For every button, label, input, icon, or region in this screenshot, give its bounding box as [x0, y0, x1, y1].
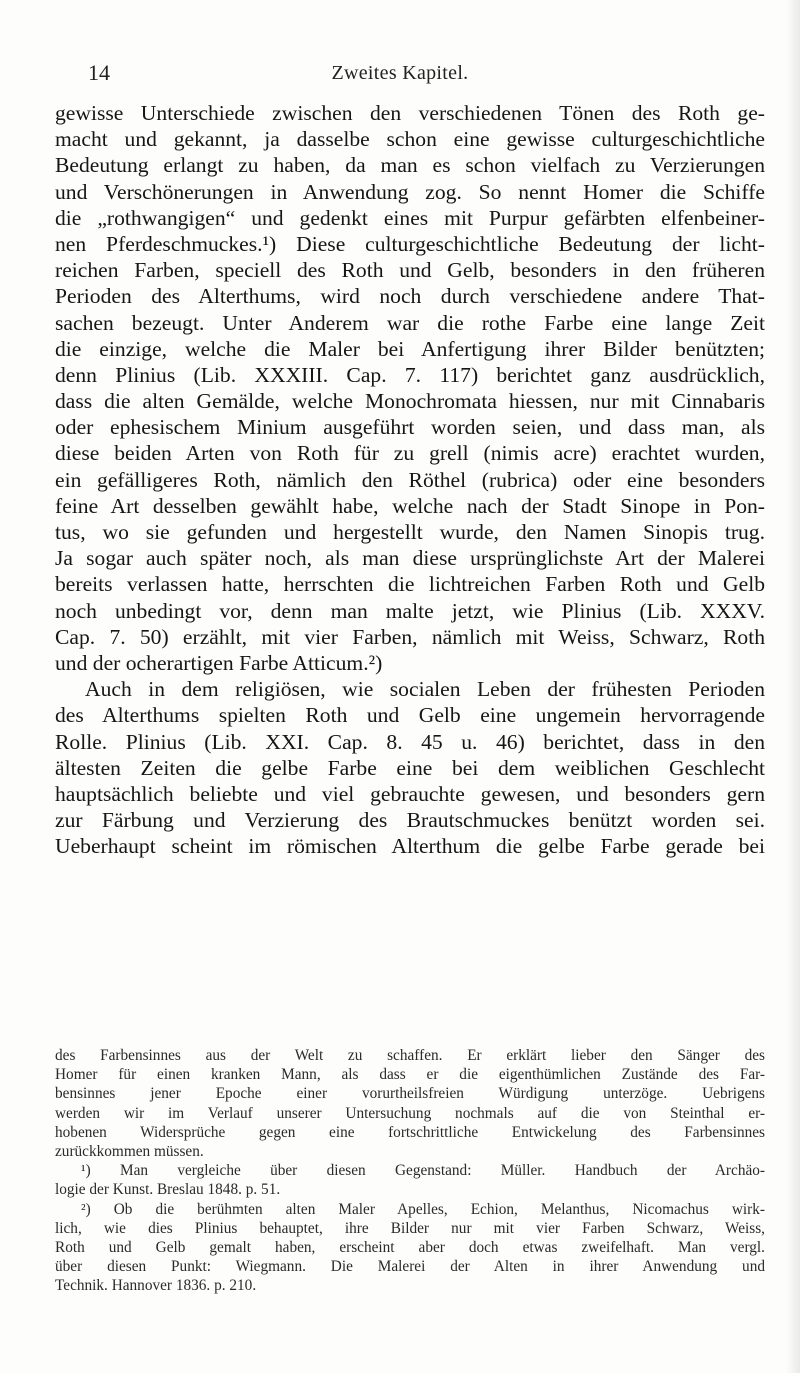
footnote-2-line: lich, wie dies Plinius behauptet, ihre Bilder nur mit vier Farben Schwarz, Weiss, [55, 1219, 765, 1237]
text-line: Bedeutung erlangt zu haben, da man es schon vielfach zu Verzierungen [55, 153, 765, 178]
text-line: zur Färbung und Verzierung des Brautschmuckes benützt worden sei. [55, 808, 765, 833]
text-line: des Alterthums spielten Roth und Gelb eine ungemein hervorragende [55, 703, 765, 728]
text-line: tus, wo sie gefunden und hergestellt wurde, den Namen Sinopis trug. [55, 520, 765, 544]
main-text [55, 100, 765, 859]
text-line: Perioden des Alterthums, wird noch durch verschiedene andere That- [55, 284, 765, 309]
text-line: die einzige, welche die Maler bei Anfertigung ihrer Bilder benützten; [55, 336, 765, 361]
footnote-2-line: ²) Ob die berühmten alten Maler Apelles, Echion, Melanthus, Nicomachus wirk- [81, 1200, 765, 1218]
text-line: bereits verlassen hatte, herrschten die lichtreichen Farben Roth und Gelb [55, 572, 765, 597]
text-line: die „rothwangigen“ und gedenkt eines mit Purpur gefärbten elfenbeiner- [55, 205, 765, 230]
text-line: noch unbedingt vor, denn man malte jetzt, wie Plinius (Lib. XXXV. [55, 598, 765, 623]
footnote-1-line: logie der Kunst. Breslau 1848. p. 51. [55, 1181, 281, 1199]
text-line: sachen bezeugt. Unter Anderem war die rothe Farbe eine lange Zeit [55, 310, 765, 335]
footnote-line: Homer für einen kranken Mann, als dass er die eigenthümlichen Zustände des Far- [55, 1066, 765, 1084]
text-line: nen Pferdeschmuckes.¹) Diese culturgeschichtliche Bedeutung der licht- [55, 231, 765, 256]
text-line: gewisse Unterschiede zwischen den verschiedenen Tönen des Roth ge- [55, 101, 765, 125]
footnote-2-line: über diesen Punkt: Wiegmann. Die Malerei der Alten in ihrer Anwendung und [55, 1258, 765, 1276]
footnote-2-line: Technik. Hannover 1836. p. 210. [55, 1277, 257, 1295]
footnotes [55, 1046, 765, 1295]
text-line: denn Plinius (Lib. XXXIII. Cap. 7. 117) berichtet ganz ausdrücklich, [55, 362, 765, 387]
footnote-1-line: ¹) Man vergleiche über diesen Gegenstand: Müller. Handbuch der Archäo- [81, 1162, 765, 1180]
footnote-line: werden wir im Verlauf unserer Untersuchung nochmals auf die von Steinthal er- [55, 1104, 765, 1122]
footnote-line: bensinnes jener Epoche einer vorurtheilsfreien Würdigung unterzöge. Uebrigens [55, 1085, 765, 1103]
text-line: reichen Farben, speciell des Roth und Gelb, besonders in den früheren [55, 258, 765, 283]
text-line: hauptsächlich beliebte und viel gebrauchte gewesen, und besonders gern [55, 781, 765, 806]
page-header [0, 58, 800, 88]
text-line: Rolle. Plinius (Lib. XXI. Cap. 8. 45 u. 46) berichtet, dass in den [55, 729, 765, 754]
text-line: Ueberhaupt scheint im römischen Alterthum die gelbe Farbe gerade bei [55, 834, 765, 859]
text-line: ein gefälligeres Roth, nämlich den Röthel (rubrica) oder eine besonders [55, 467, 765, 492]
text-line: ältesten Zeiten die gelbe Farbe eine bei dem weiblichen Geschlecht [55, 755, 765, 780]
text-line: dass die alten Gemälde, welche Monochromata hiessen, nur mit Cinnabaris [55, 389, 765, 414]
paragraph-end-line: und der ocherartigen Farbe Atticum.²) [55, 650, 383, 675]
footnote-line: hobenen Widersprüche gegen eine fortschrittliche Entwickelung des Farbensinnes [55, 1123, 765, 1141]
text-line: und Verschönerungen in Anwendung zog. So nennt Homer die Schiffe [55, 179, 765, 204]
text-line: feine Art desselben gewählt habe, welche nach der Stadt Sinope in Pon- [55, 493, 765, 518]
footnote-line: des Farbensinnes aus der Welt zu schaffen. Er erklärt lieber den Sänger des [55, 1047, 765, 1064]
text-line: oder ephesischem Minium ausgeführt worden seien, und dass man, als [55, 415, 765, 440]
text-line: diese beiden Arten von Roth für zu grell (nimis acre) erachtet wurden, [55, 441, 765, 466]
paragraph-start-line: Auch in dem religiösen, wie socialen Leben der frühesten Perioden [85, 677, 765, 702]
page-number: 14 [88, 60, 110, 85]
text-line: macht und gekannt, ja dasselbe schon eine gewisse culturgeschichtliche [55, 127, 765, 152]
footnote-line: zurückkommen müssen. [55, 1142, 204, 1160]
page-edge-shadow [786, 0, 800, 1373]
text-line: Ja sogar auch später noch, als man diese ursprünglichste Art der Malerei [55, 546, 765, 571]
running-title: Zweites Kapitel. [331, 62, 469, 84]
footnote-2-line: Roth und Gelb gemalt haben, erscheint aber doch etwas zweifelhaft. Man vergl. [55, 1238, 765, 1256]
text-line: Cap. 7. 50) erzählt, mit vier Farben, nämlich mit Weiss, Schwarz, Roth [55, 624, 765, 649]
